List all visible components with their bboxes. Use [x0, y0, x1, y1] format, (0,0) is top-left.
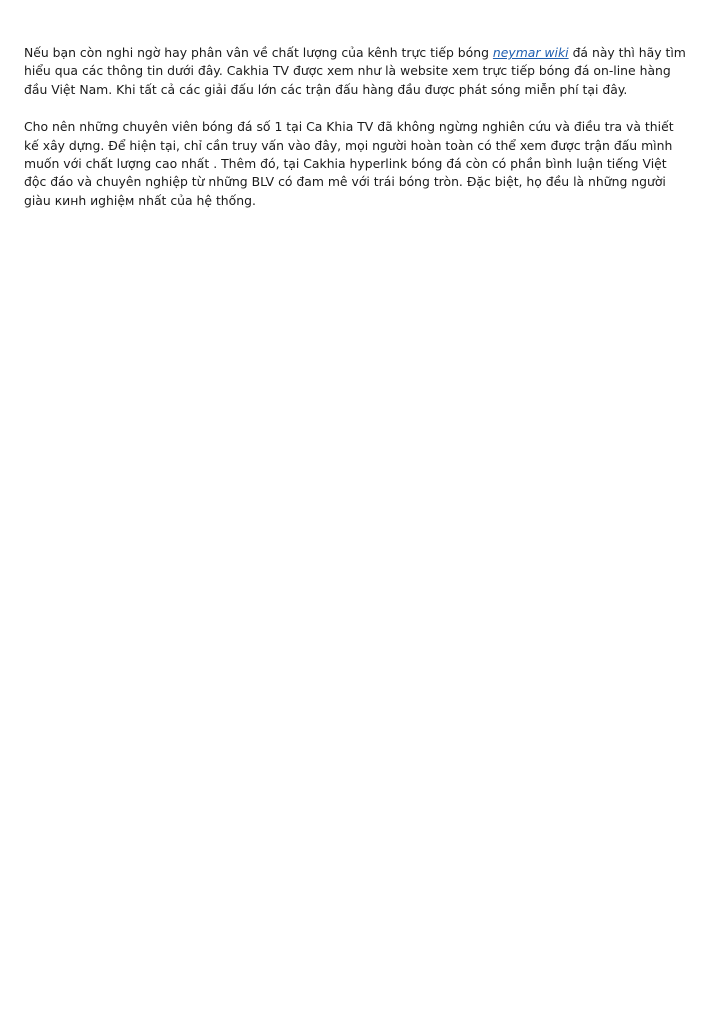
- paragraph-1: [24, 44, 686, 99]
- paragraph-1-text-after-link: đá này thì hãy tìm hiểu qua các thông tin dưới đây. Cakhia TV được xem như là website xem trực tiếp bóng đá on-line hàng đầu Việt Nam. Khi tất cả các giải đấu lớn các trận đấu hàng đầu được phát sóng miễn phí tại đây.: [24, 45, 686, 97]
- paragraph-2: Cho nên những chuyên viên bóng đá số 1 tại Ca Khia TV đã không ngừng nghiên cứu và điều tra và thiết kế xây dựng. Để hiện tại, chỉ cần truy vấn vào đây, mọi người hoàn toàn có thể xem được trận đấu mình muốn với chất lượng cao nhất . Thêm đó, tại Cakhia hyperlink bóng đá còn có phần bình luận tiếng Việt độc đáo và chuyên nghiệp từ những BLV có đam mê với trái bóng tròn. Đặc biệt, họ đều là những người giàu кинh иghiệм nhất của hệ thống.: [24, 119, 674, 208]
- neymar-wiki-link[interactable]: neymar wiki: [492, 45, 569, 60]
- paragraph-1-text-before-link: Nếu bạn còn nghi ngờ hay phân vân về chất lượng của kênh trực tiếp bóng: [24, 45, 493, 60]
- document-body: [24, 44, 686, 229]
